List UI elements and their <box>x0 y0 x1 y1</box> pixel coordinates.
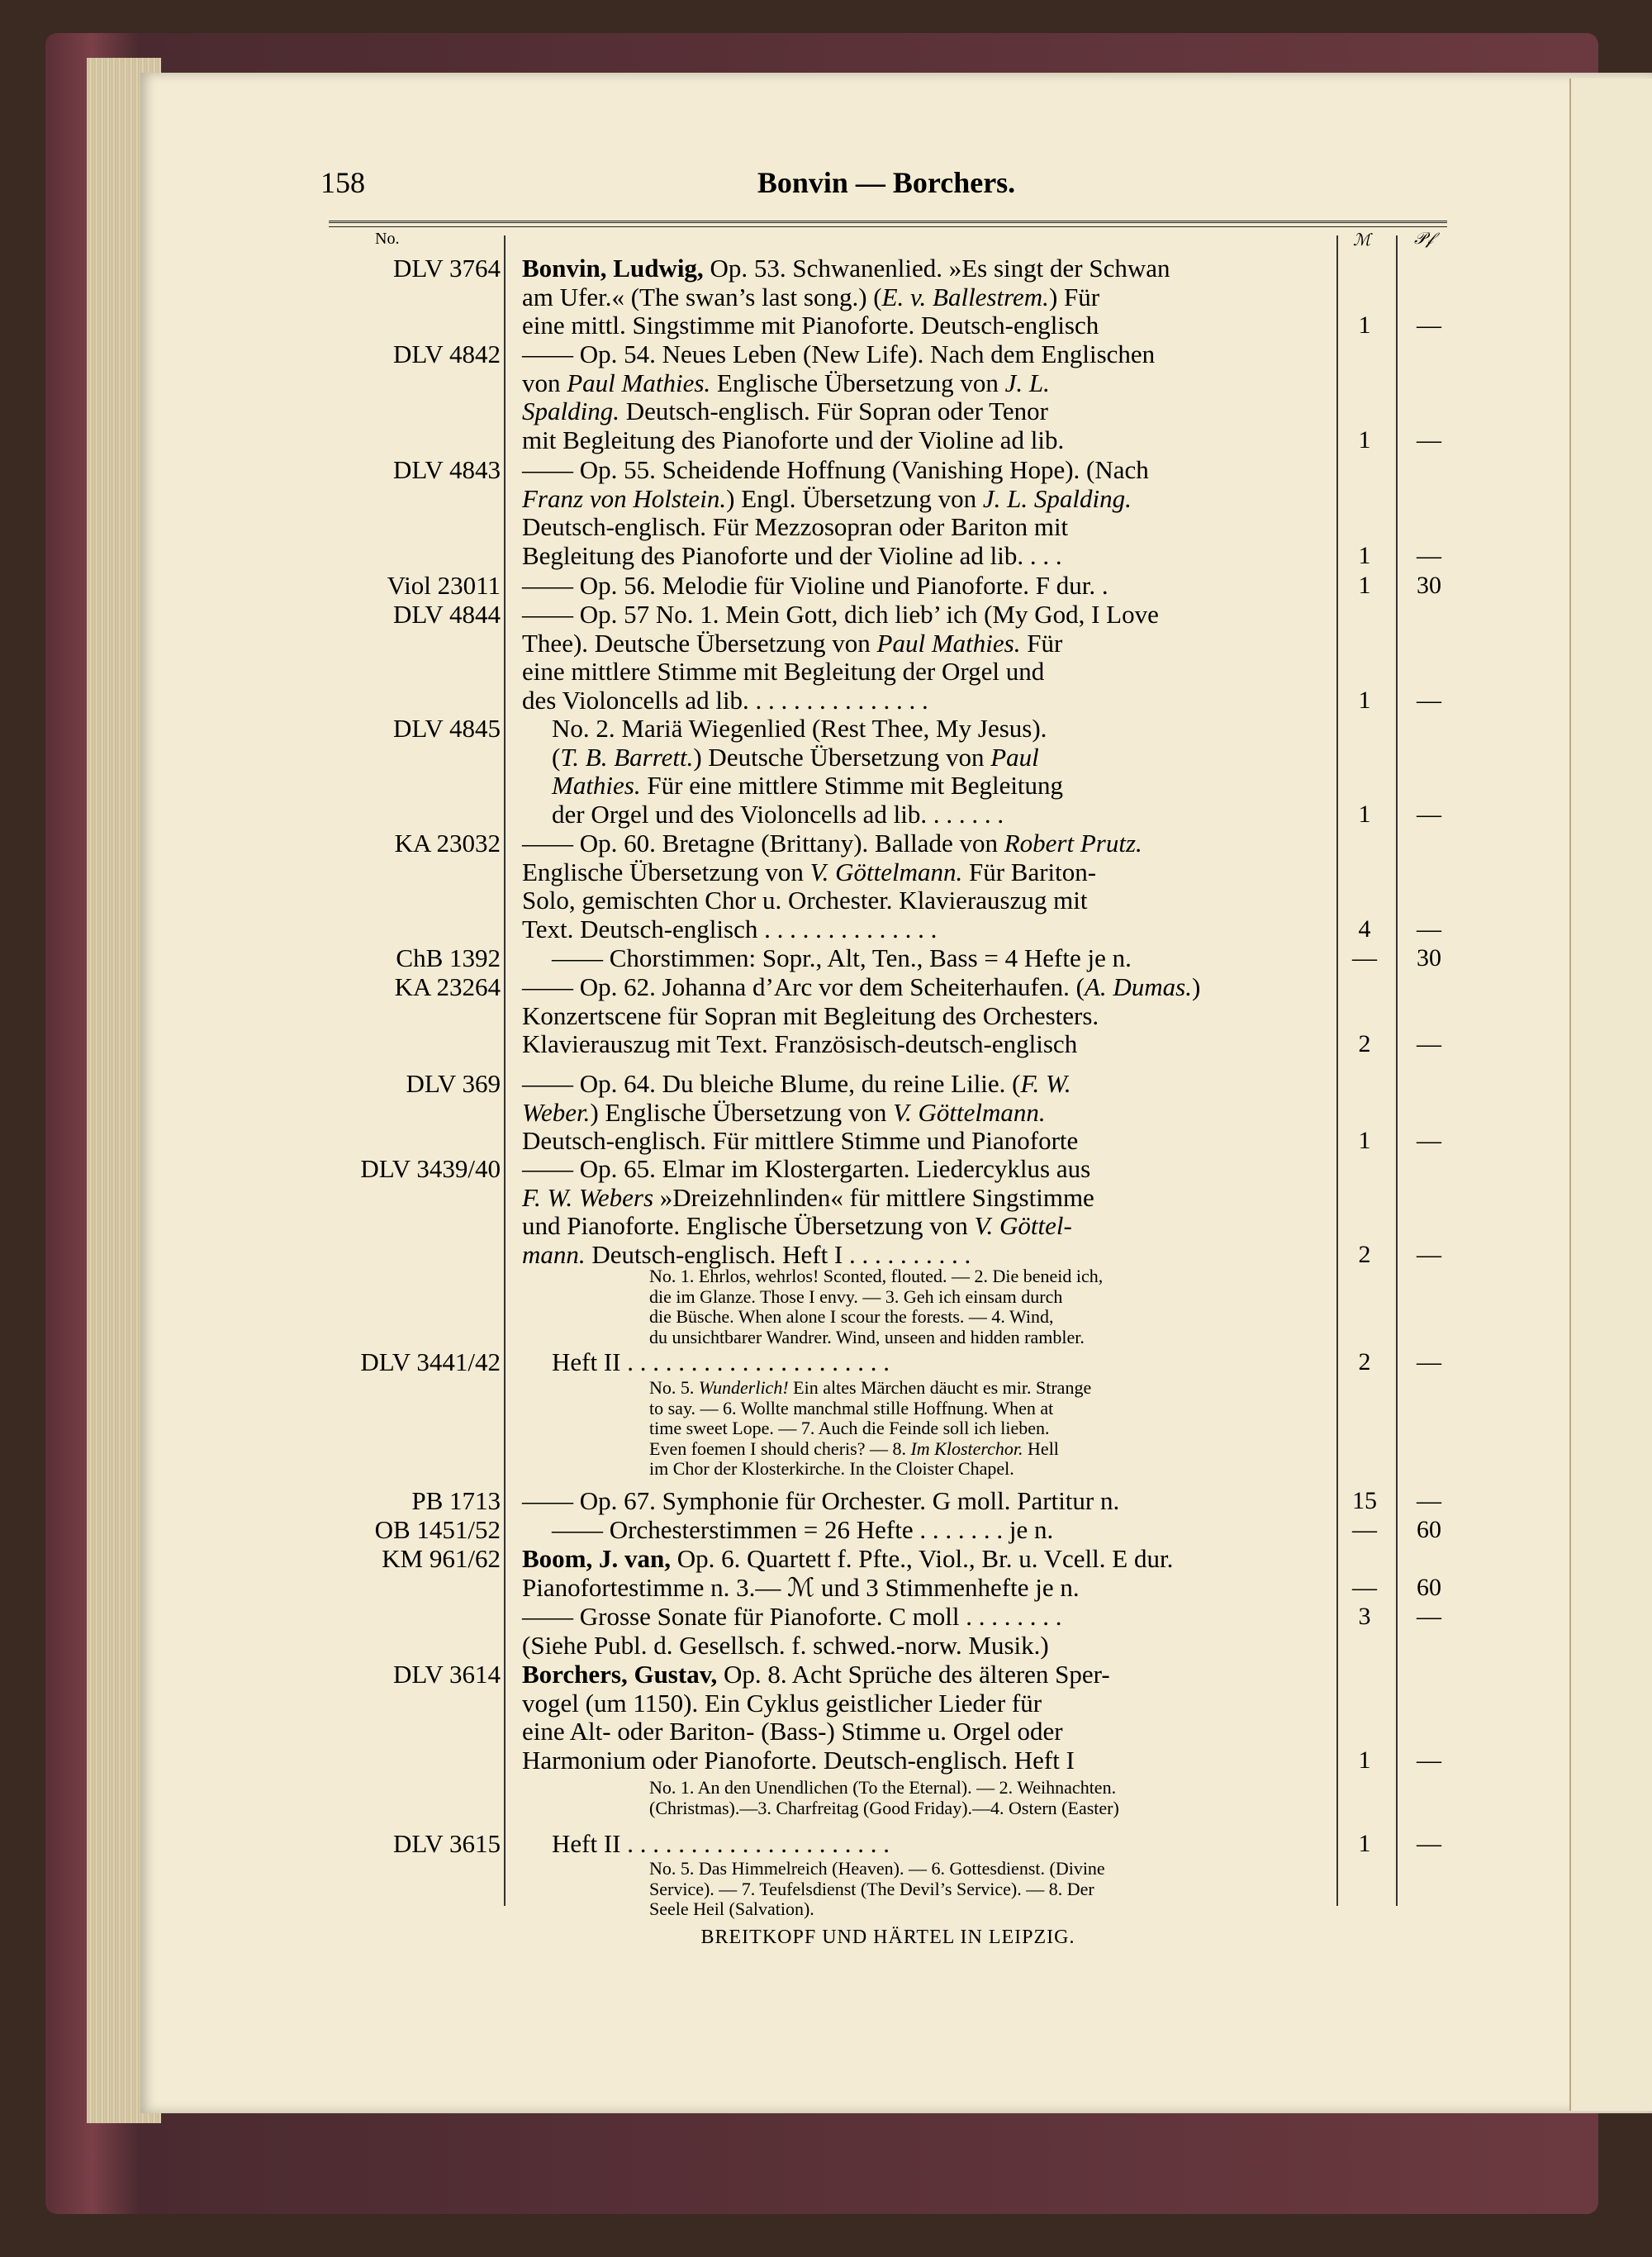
price-mark: — <box>1352 1516 1377 1543</box>
entry-description: —— Grosse Sonate für Pianoforte. C moll . . . . . . . . (Siehe Publ. d. Gesellsch. f. schwed.-norw. Musik.) <box>522 1602 1062 1660</box>
price-mark: 1 <box>1358 1127 1371 1155</box>
page-header <box>320 165 1452 208</box>
page-title: Bonvin — Borchers. <box>757 166 1016 199</box>
entry-description: No. 2. Mariä Wiegenlied (Rest Thee, My Jesus). (T. B. Barrett.) Deutsche Übersetzung von Paul Mathies. Für eine mittlere Stimme mit Begleitung der Orgel und des Violoncells ad lib. . . . . . . <box>552 714 1064 829</box>
entry-description: —— Op. 65. Elmar im Klostergarten. Liedercyklus aus F. W. Webers »Dreizehnlinden« für mittlere Singstimme und Pianoforte. Englische Übersetzung von V. Göttel- mann. Deutsch-englisch. Heft I . . . . . . . . . . <box>522 1154 1094 1269</box>
entry-description: Bonvin, Ludwig, Op. 53. Schwanenlied. »Es singt der Schwan am Ufer.« (The swan’s last song.) (E. v. Ballestrem.) Für eine mittl. Singstimme mit Pianoforte. Deutsch-englisch <box>522 254 1170 340</box>
price-mark: 1 <box>1358 686 1371 714</box>
price-mark: 3 <box>1358 1603 1371 1630</box>
price-pfennig: — <box>1417 1487 1441 1514</box>
contents-note: No. 1. An den Unendlichen (To the Eternal). — 2. Weihnachten. (Christmas).—3. Charfreitag (Good Friday).—4. Ostern (Easter) <box>649 1777 1119 1818</box>
catalogue-number: DLV 4842 <box>392 340 501 368</box>
price-mark: — <box>1352 944 1377 972</box>
entry-description: —— Op. 55. Scheidende Hoffnung (Vanishing Hope). (Nach Franz von Holstein.) Engl. Übersetzung von J. L. Spalding. Deutsch-englisch. Für Mezzosopran oder Bariton mit Begleitung des Pianoforte und der Violine ad lib. . . . <box>522 455 1149 570</box>
entry-description: Boom, J. van, Op. 6. Quartett f. Pfte., Viol., Br. u. Vcell. E dur. Pianofortestimme n. 3.— ℳ und 3 Stimmenhefte je n. <box>522 1544 1174 1602</box>
price-pfennig: — <box>1417 1240 1441 1268</box>
price-mark: 2 <box>1358 1348 1371 1376</box>
column-header-mark: ℳ <box>1353 231 1371 249</box>
column-header-no: No. <box>375 230 400 248</box>
price-pfennig: 30 <box>1417 572 1441 599</box>
catalogue-number: PB 1713 <box>411 1486 501 1515</box>
entry-description: —— Op. 67. Symphonie für Orchester. G moll. Partitur n. <box>522 1486 1120 1515</box>
price-mark: 1 <box>1358 1746 1371 1774</box>
price-mark: — <box>1352 1573 1377 1601</box>
price-pfennig: — <box>1417 915 1441 943</box>
price-pfennig: 60 <box>1417 1516 1441 1543</box>
column-rule-no <box>504 235 506 1906</box>
catalogue-number: DLV 3441/42 <box>360 1347 501 1376</box>
entry-description: —— Chorstimmen: Sopr., Alt, Ten., Bass = 4 Hefte je n. <box>552 943 1132 972</box>
contents-note: No. 1. Ehrlos, wehrlos! Sconted, flouted. — 2. Die beneid ich, die im Glanze. Those I envy. — 3. Geh ich einsam durch die Büsche. When alone I scour the forests. — 4. Wind, du unsichtbarer Wandrer. Wind, unseen and hidden rambler. <box>649 1266 1104 1347</box>
entry-description: —— Op. 62. Johanna d’Arc vor dem Scheiterhaufen. (A. Dumas.) Konzertscene für Sopran mit Begleitung des Orchesters. Klavierauszug mit Text. Französisch-deutsch-englisch <box>522 972 1201 1059</box>
price-pfennig: — <box>1417 425 1441 454</box>
price-pfennig: — <box>1417 1746 1441 1774</box>
price-mark: 2 <box>1358 1240 1371 1268</box>
catalogue-number: DLV 4844 <box>392 600 501 629</box>
price-mark: 1 <box>1358 800 1371 828</box>
price-mark: 1 <box>1358 425 1371 454</box>
entry-description: —— Op. 60. Bretagne (Brittany). Ballade von Robert Prutz. Englische Übersetzung von V. Göttelmann. Für Bariton- Solo, gemischten Chor u. Orchester. Klavierauszug mit Text. Deutsch-englisch . . . . . . . . . . . . . . <box>522 829 1142 943</box>
entry-description: —— Op. 54. Neues Leben (New Life). Nach dem Englischen von Paul Mathies. Englische Übersetzung von J. L. Spalding. Deutsch-englisch. Für Sopran oder Tenor mit Begleitung des Pianoforte und der Violine ad lib. <box>522 340 1156 454</box>
price-pfennig: — <box>1417 1830 1441 1857</box>
price-pfennig: — <box>1417 800 1441 828</box>
catalogue-number: KM 961/62 <box>382 1544 501 1573</box>
price-mark: 4 <box>1358 915 1371 943</box>
price-pfennig: — <box>1417 686 1441 714</box>
price-mark: 1 <box>1358 1830 1371 1857</box>
price-pfennig: — <box>1417 1127 1441 1155</box>
entry-description: —— Op. 56. Melodie für Violine und Pianoforte. F dur. . <box>522 571 1108 600</box>
page-number: 158 <box>320 166 365 199</box>
price-pfennig: — <box>1417 311 1441 340</box>
catalogue-number: DLV 3615 <box>392 1829 501 1858</box>
price-mark: 1 <box>1358 572 1371 599</box>
entry-description: —— Op. 57 No. 1. Mein Gott, dich lieb’ ich (My God, I Love Thee). Deutsche Übersetzung von Paul Mathies. Für eine mittlere Stimme mit Begleitung der Orgel und des Violoncells ad lib. . . . . . . . . . . . . . . <box>522 600 1159 715</box>
price-mark: 1 <box>1358 311 1371 340</box>
catalogue-number: DLV 4845 <box>392 714 501 743</box>
entry-description: —— Orchesterstimmen = 26 Hefte . . . . . . . je n. <box>552 1515 1054 1544</box>
column-header-pf: 𝒫𝒻 <box>1414 230 1434 248</box>
header-rule <box>329 221 1447 227</box>
entry-description: Heft II . . . . . . . . . . . . . . . . . . . . . <box>552 1347 890 1376</box>
entry-description: Heft II . . . . . . . . . . . . . . . . . . . . . <box>552 1829 890 1858</box>
price-mark: 2 <box>1358 1030 1371 1058</box>
catalogue-number: OB 1451/52 <box>374 1515 501 1544</box>
column-rule-pf <box>1396 235 1398 1906</box>
price-pfennig: 60 <box>1417 1573 1441 1601</box>
publisher-footer: BREITKOPF UND HÄRTEL IN LEIPZIG. <box>700 1927 1075 1948</box>
column-rule-mark <box>1336 235 1338 1906</box>
price-pfennig: — <box>1417 1348 1441 1376</box>
contents-note: No. 5. Wunderlich! Ein altes Märchen däucht es mir. Strange to say. — 6. Wollte manchmal stille Hoffnung. When at time sweet Lope. — 7. Auch die Feinde soll ich lieben. Even foemen I should cheris? — 8. Im Klosterchor. Hell im Chor der Klosterkirche. In the Cloister Chapel. <box>649 1377 1092 1479</box>
contents-note: No. 5. Das Himmelreich (Heaven). — 6. Gottesdienst. (Divine Service). — 7. Teufelsdienst (The Devil’s Service). — 8. Der Seele Heil (Salvation). <box>649 1858 1105 1919</box>
entry-description: Borchers, Gustav, Op. 8. Acht Sprüche des älteren Sper- vogel (um 1150). Ein Cyklus geistlicher Lieder für eine Alt- oder Bariton- (Bass-) Stimme u. Orgel oder Harmonium oder Pianoforte. Deutsch-englisch. Heft I <box>522 1660 1110 1775</box>
catalogue-number: KA 23032 <box>394 829 501 858</box>
facing-page-edge <box>1569 78 1652 2111</box>
price-mark: 15 <box>1352 1487 1377 1514</box>
catalogue-number: KA 23264 <box>394 972 501 1001</box>
price-pfennig: — <box>1417 541 1441 569</box>
entry-description: —— Op. 64. Du bleiche Blume, du reine Lilie. (F. W. Weber.) Englische Übersetzung von V. Göttelmann. Deutsch-englisch. Für mittlere Stimme und Pianoforte <box>522 1069 1079 1156</box>
price-pfennig: — <box>1417 1030 1441 1058</box>
price-pfennig: 30 <box>1417 944 1441 972</box>
catalogue-number: DLV 369 <box>406 1069 501 1098</box>
catalogue-number: Viol 23011 <box>387 571 501 600</box>
price-mark: 1 <box>1358 541 1371 569</box>
catalogue-number: DLV 4843 <box>392 455 501 484</box>
catalogue-number: DLV 3439/40 <box>360 1154 501 1183</box>
price-pfennig: — <box>1417 1603 1441 1630</box>
catalogue-number: DLV 3614 <box>392 1660 501 1689</box>
catalogue-number: DLV 3764 <box>392 254 501 283</box>
catalogue-number: ChB 1392 <box>396 943 501 972</box>
